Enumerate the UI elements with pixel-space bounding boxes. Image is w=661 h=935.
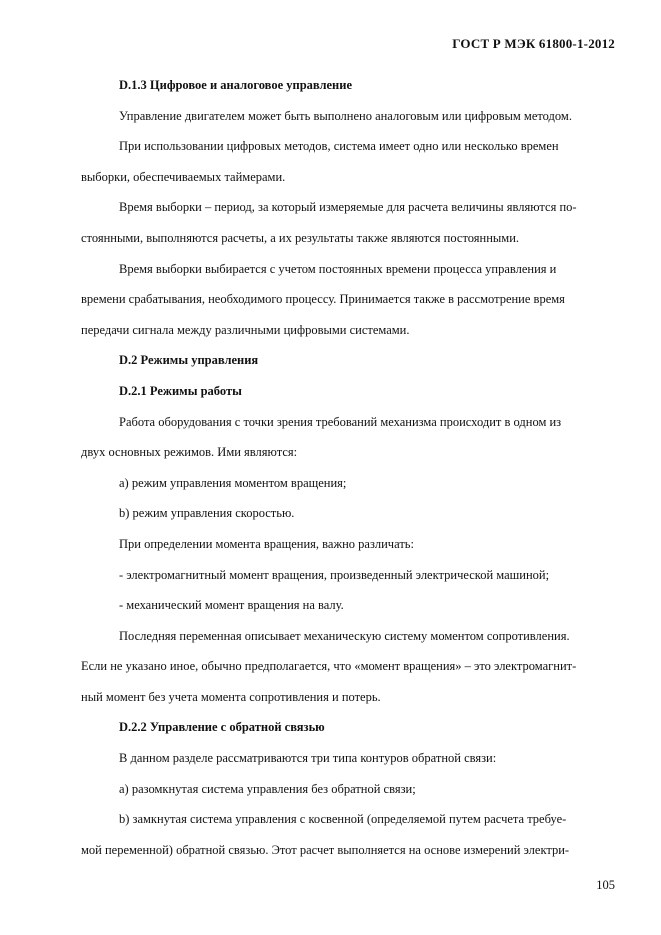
paragraph: В данном разделе рассматриваются три типа контуров обратной связи: (119, 751, 497, 766)
page-content (81, 70, 615, 865)
paragraph: Время выборки – период, за который измеряемые для расчета величины являются по- стоянными, выполняются расчеты, а их результаты также являются постоянными. (81, 200, 577, 245)
paragraph: Время выборки выбирается с учетом постоянных времени процесса управления и времени срабатывания, необходимого процессу. Принимается также в рассмотрение время передачи сигнала между различными цифровыми системами. (81, 261, 565, 337)
list-item: a) разомкнутая система управления без обратной связи; (119, 781, 416, 796)
paragraph: Работа оборудования с точки зрения требований механизма происходит в одном из двух основных режимов. Ими являются: (81, 414, 562, 460)
section-heading-d-2: D.2 Режимы управления (119, 353, 259, 368)
paragraph: При использовании цифровых методов, система имеет одно или несколько времен выборки, обеспечиваемых таймерами. (81, 139, 559, 184)
list-item: b) замкнутая система управления с косвенной (определяемой путем расчета требуе- мой переменной) обратной связью. Этот расчет выполняется на основе измерений электри- (81, 812, 570, 857)
paragraph: При определении момента вращения, важно различать: (119, 536, 414, 551)
section-heading-d-2-2: D.2.2 Управление с обратной связью (119, 720, 325, 735)
section-heading-d-1-3: D.1.3 Цифровое и аналоговое управление (119, 78, 353, 92)
list-item: - механический момент вращения на валу. (119, 598, 344, 613)
page-number: 105 (596, 878, 615, 892)
paragraph: Управление двигателем может быть выполнено аналоговым или цифровым методом. (119, 108, 572, 123)
paragraph: Последняя переменная описывает механическую систему моментом сопротивления. Если не указано иное, обычно предполагается, что «момент вращения» – это электромагнит- ный момент без учета момента сопротивления и потерь. (81, 628, 577, 704)
document-code-header: ГОСТ Р МЭК 61800-1-2012 (452, 36, 615, 51)
list-item: - электромагнитный момент вращения, произведенный электрической машиной; (119, 567, 550, 582)
section-heading-d-2-1: D.2.1 Режимы работы (119, 383, 242, 398)
list-item: a) режим управления моментом вращения; (119, 475, 347, 490)
list-item: b) режим управления скоростью. (119, 506, 295, 521)
